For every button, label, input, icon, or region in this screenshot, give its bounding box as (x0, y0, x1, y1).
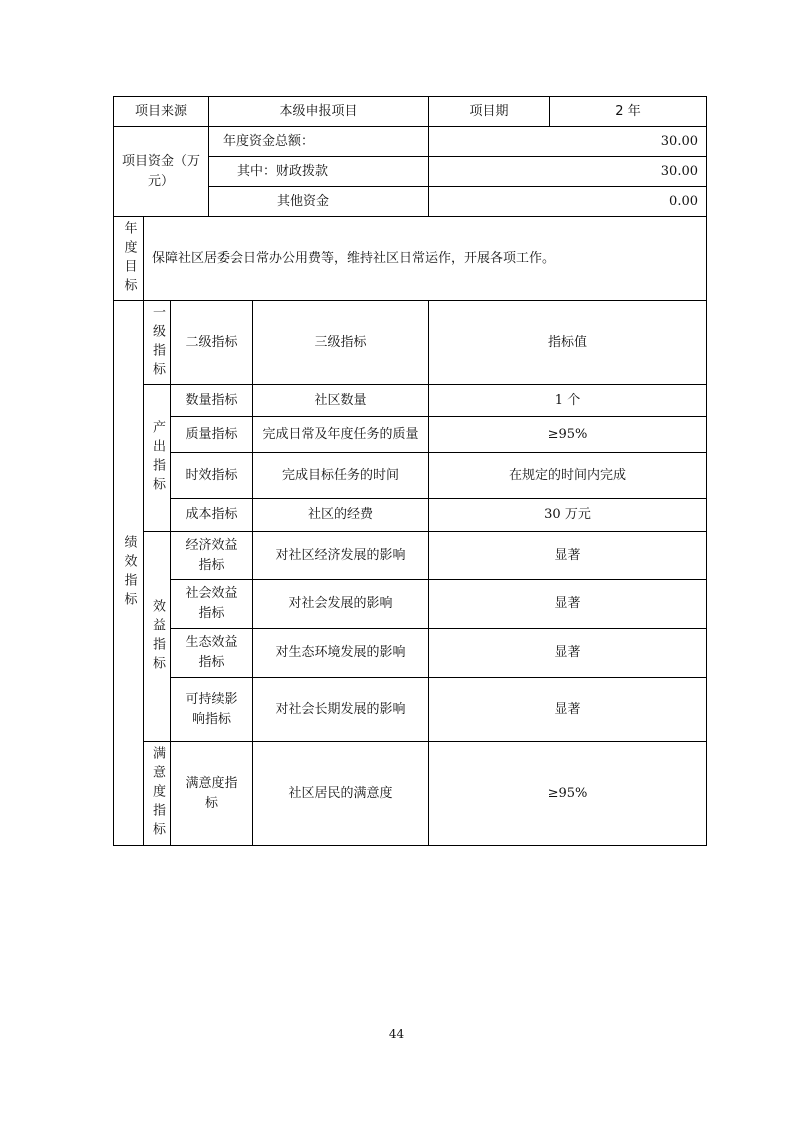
satisfaction-value: ≥95% (428, 741, 707, 846)
output-value: ≥95% (428, 416, 707, 453)
annual-goal-text: 保障社区居委会日常办公用费等，维持社区日常运作，开展各项工作。 (143, 216, 707, 301)
perf-label: 绩效指标 (113, 300, 144, 846)
benefit-value: 显著 (428, 531, 707, 580)
output-l2: 时效指标 (170, 452, 253, 499)
benefit-l2: 经济效益指标 (170, 531, 253, 580)
funds-fiscal-label: 其中：财政拨款 (208, 156, 429, 187)
benefit-l3: 对社会发展的影响 (252, 579, 429, 629)
benefit-l2: 可持续影响指标 (170, 677, 253, 742)
annual-goal-label: 年度目标 (113, 216, 144, 301)
col-value: 指标值 (428, 300, 707, 385)
benefit-group-label: 效益指标 (143, 531, 171, 742)
output-l3: 社区的经费 (252, 498, 429, 532)
col-level3: 三级指标 (252, 300, 429, 385)
satisfaction-group-label: 满意度指标 (143, 741, 171, 846)
source-value: 本级申报项目 (208, 96, 429, 127)
source-label: 项目来源 (113, 96, 209, 127)
funds-label: 项目资金（万元） (113, 126, 209, 217)
output-l3: 完成目标任务的时间 (252, 452, 429, 499)
satisfaction-l2: 满意度指标 (170, 741, 253, 846)
benefit-value: 显著 (428, 579, 707, 629)
funds-total-label: 年度资金总额： (208, 126, 429, 157)
funds-fiscal-value: 30.00 (428, 156, 707, 187)
output-l3: 社区数量 (252, 384, 429, 417)
funds-total-value: 30.00 (428, 126, 707, 157)
output-value: 1 个 (428, 384, 707, 417)
output-l3: 完成日常及年度任务的质量 (252, 416, 429, 453)
page-number: 44 (388, 1027, 405, 1041)
col-level2: 二级指标 (170, 300, 253, 385)
funds-other-label: 其他资金 (208, 186, 429, 217)
benefit-l3: 对社区经济发展的影响 (252, 531, 429, 580)
output-group-label: 产出指标 (143, 384, 171, 532)
period-value: 2 年 (549, 96, 707, 127)
output-l2: 成本指标 (170, 498, 253, 532)
output-value: 30 万元 (428, 498, 707, 532)
output-l2: 数量指标 (170, 384, 253, 417)
benefit-l3: 对社会长期发展的影响 (252, 677, 429, 742)
benefit-value: 显著 (428, 677, 707, 742)
col-level1: 一级指标 (143, 300, 171, 385)
output-l2: 质量指标 (170, 416, 253, 453)
benefit-l2: 生态效益指标 (170, 628, 253, 678)
output-value: 在规定的时间内完成 (428, 452, 707, 499)
benefit-l3: 对生态环境发展的影响 (252, 628, 429, 678)
benefit-l2: 社会效益指标 (170, 579, 253, 629)
benefit-value: 显著 (428, 628, 707, 678)
satisfaction-l3: 社区居民的满意度 (252, 741, 429, 846)
funds-other-value: 0.00 (428, 186, 707, 217)
period-label: 项目期 (428, 96, 550, 127)
